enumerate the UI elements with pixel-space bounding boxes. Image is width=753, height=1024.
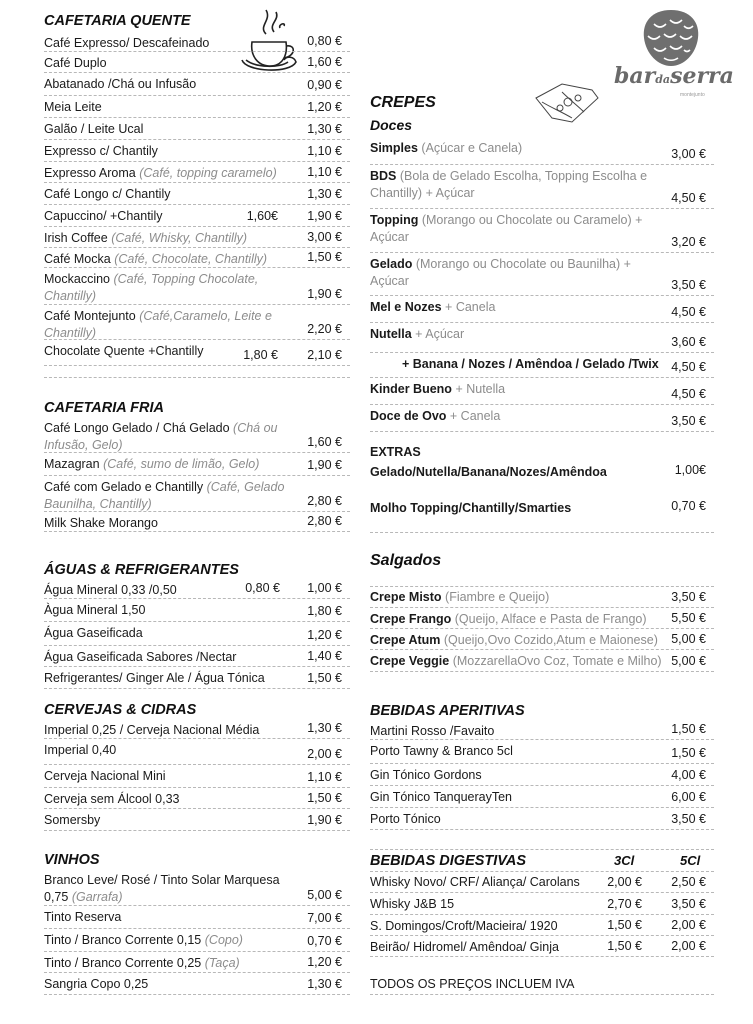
item-price: 1,60 € xyxy=(307,55,342,69)
divider xyxy=(370,993,714,995)
pine-cone-icon xyxy=(640,8,702,68)
item-title: Kinder Bueno xyxy=(370,382,452,396)
item-price: 0,70 € xyxy=(307,934,342,948)
item-title: Porto Tónico xyxy=(370,812,441,826)
item-title: Irish Coffee xyxy=(44,231,108,245)
item-name xyxy=(44,907,294,926)
item-description: (Queijo,Ovo Cozido,Atum e Maionese) xyxy=(443,633,658,647)
item-description: (Açúcar e Canela) xyxy=(421,141,523,155)
section-title-bebidas-digestivas: BEBIDAS DIGESTIVAS xyxy=(370,853,527,869)
menu-item-row xyxy=(44,32,350,52)
item-price: 4,50 € xyxy=(671,191,706,205)
item-title: Àgua Mineral 1,50 xyxy=(44,603,146,617)
item-name xyxy=(370,166,660,202)
item-name xyxy=(370,498,660,517)
menu-item-row xyxy=(370,461,714,480)
item-title: Galão / Leite Ucal xyxy=(44,122,144,136)
item-price: 3,50 € xyxy=(671,278,706,292)
item-name xyxy=(44,477,294,513)
menu-item-row xyxy=(370,650,714,672)
item-price: 1,80 € xyxy=(307,604,342,618)
item-price: 1,20 € xyxy=(307,955,342,969)
item-title: Café Expresso/ Descafeinado xyxy=(44,36,210,50)
item-title: BDS xyxy=(370,169,397,183)
item-price: 2,20 € xyxy=(307,322,342,336)
menu-item-row xyxy=(44,646,350,667)
item-name xyxy=(44,740,294,759)
menu-item-row xyxy=(370,893,714,915)
item-title: Crepe Veggie xyxy=(370,654,450,668)
section-title-salgados: Salgados xyxy=(370,552,442,569)
item-name xyxy=(44,74,294,93)
item-name xyxy=(44,306,294,342)
item-title: Abatanado /Chá ou Infusão xyxy=(44,77,197,91)
item-name xyxy=(44,249,294,268)
menu-item-row xyxy=(370,808,714,830)
item-price: 1,20 € xyxy=(307,628,342,642)
item-title: Água Gaseificada Sabores /Nectar xyxy=(44,650,237,664)
menu-item-row xyxy=(44,719,350,739)
menu-item-row xyxy=(44,268,350,305)
item-price: 3,50 € xyxy=(671,590,706,604)
section-title-bebidas-aperitivas: BEBIDAS APERITIVAS xyxy=(370,703,525,719)
item-name xyxy=(44,269,294,305)
menu-item-row xyxy=(44,476,350,512)
menu-item-row xyxy=(370,871,714,893)
item-description: (Queijo, Alface e Pasta de Frango) xyxy=(454,612,647,626)
item-name xyxy=(44,668,294,687)
item-name xyxy=(44,184,294,203)
item-title: Crepe Misto xyxy=(370,590,442,604)
item-price: 1,30 € xyxy=(307,187,342,201)
item-description: (Chá ou Infusão, Gelo) xyxy=(44,421,278,452)
menu-item-row xyxy=(44,52,350,73)
item-title: Cerveja Nacional Mini xyxy=(44,769,166,783)
item-name xyxy=(44,97,294,116)
item-title: Gin Tónico Gordons xyxy=(370,768,482,782)
item-description: (Café, Gelado Baunilha, Chantilly) xyxy=(44,480,285,511)
item-price: 1,50 € xyxy=(671,722,706,736)
menu-item-row xyxy=(370,378,714,405)
item-title: Simples xyxy=(370,141,418,155)
item-price-alt: 2,00 € xyxy=(607,875,642,889)
item-title: Água Mineral 0,33 /0,50 xyxy=(44,583,177,597)
item-price: 6,00 € xyxy=(671,790,706,804)
item-price: 2,10 € xyxy=(307,348,342,362)
item-description: (Café,Caramelo, Leite e Chantilly) xyxy=(44,309,272,340)
menu-item-row xyxy=(44,952,350,973)
menu-item-row xyxy=(44,622,350,646)
item-description: + Canela xyxy=(449,409,501,423)
item-price-alt: 1,60€ xyxy=(246,209,278,223)
menu-item-row xyxy=(44,305,350,340)
item-price: 3,50 € xyxy=(671,414,706,428)
divider xyxy=(44,376,350,378)
item-price: 7,00 € xyxy=(307,911,342,925)
menu-item-row xyxy=(370,764,714,786)
item-price: 5,00 € xyxy=(307,888,342,902)
column-header-5cl: 5Cl xyxy=(680,853,701,868)
item-price: 1,10 € xyxy=(307,165,342,179)
menu-item-row xyxy=(44,118,350,140)
item-price: 3,00 € xyxy=(671,147,706,161)
item-description: (Taça) xyxy=(204,956,240,970)
item-title: Gelado/Nutella/Banana/Nozes/Amêndoa xyxy=(370,465,607,479)
item-description: (Café, topping caramelo) xyxy=(139,166,277,180)
item-price: 1,30 € xyxy=(307,721,342,735)
item-price: 1,50 € xyxy=(307,671,342,685)
item-name xyxy=(370,651,670,670)
menu-item-row xyxy=(370,629,714,650)
item-description: (Café, Topping Chocolate, Chantilly) xyxy=(44,272,259,303)
subsection-title-doces: Doces xyxy=(370,117,413,133)
item-description: (Bola de Gelado Escolha, Topping Escolha e Chantilly) + Açúcar xyxy=(370,169,648,200)
item-description: (MozzarellaOvo Coz, Tomate e Milho) xyxy=(452,654,662,668)
item-price: 1,10 € xyxy=(307,144,342,158)
menu-item-row xyxy=(44,869,350,906)
item-title: Tinto / Branco Corrente 0,25 xyxy=(44,956,202,970)
item-title: Whisky J&B 15 xyxy=(370,897,455,911)
menu-item-row xyxy=(44,340,350,366)
item-name xyxy=(44,953,294,972)
menu-item-row xyxy=(44,227,350,248)
item-description: (Copo) xyxy=(204,933,243,947)
section-title-cafetaria-quente: CAFETARIA QUENTE xyxy=(44,13,191,29)
menu-item-row xyxy=(370,915,714,936)
item-title: Somersby xyxy=(44,813,101,827)
menu-item-row xyxy=(44,973,350,995)
item-title: Mazagran xyxy=(44,457,100,471)
item-price-alt: 1,80 € xyxy=(243,348,278,362)
item-title: Martini Rosso /Favaito xyxy=(370,724,495,738)
section-title-vinhos: VINHOS xyxy=(44,852,100,868)
menu-item-row xyxy=(370,165,714,209)
item-price-alt: 1,50 € xyxy=(607,918,642,932)
menu-item-row xyxy=(44,739,350,765)
item-name xyxy=(44,228,294,247)
item-price: 3,60 € xyxy=(671,335,706,349)
menu-item-row xyxy=(370,786,714,808)
item-name xyxy=(44,418,294,454)
item-title: Capuccino/ +Chantily xyxy=(44,209,163,223)
menu-item-row xyxy=(370,137,714,165)
item-price: 1,50 € xyxy=(307,250,342,264)
divider xyxy=(370,531,714,533)
menu-item-row xyxy=(44,788,350,809)
logo-tagline: montejunto xyxy=(680,92,705,98)
logo-text-da: da xyxy=(655,73,671,86)
item-title: Beirão/ Hidromel/ Amêndoa/ Ginja xyxy=(370,940,559,954)
item-title: Café Mocka xyxy=(44,252,111,266)
item-price: 2,00 € xyxy=(307,747,342,761)
item-title: Água Gaseificada xyxy=(44,626,143,640)
item-title: Doce de Ovo xyxy=(370,409,447,423)
item-title: Meia Leite xyxy=(44,100,102,114)
item-name xyxy=(370,210,660,246)
item-name xyxy=(44,141,294,160)
item-title: Sangria Copo 0,25 xyxy=(44,977,149,991)
item-title: Mel e Nozes xyxy=(370,300,442,314)
item-title: + Banana / Nozes / Amêndoa / Gelado /Twix xyxy=(402,357,659,371)
item-title: Expresso c/ Chantily xyxy=(44,144,158,158)
item-price-alt: 0,80 € xyxy=(245,581,280,595)
item-name xyxy=(370,630,670,649)
menu-item-row xyxy=(44,579,350,599)
item-title: Café Longo Gelado / Chá Gelado xyxy=(44,421,230,435)
menu-item-row xyxy=(44,765,350,788)
item-name xyxy=(370,354,692,373)
item-description: (Garrafa) xyxy=(71,890,123,904)
item-price: 1,90 € xyxy=(307,813,342,827)
item-price: 4,50 € xyxy=(671,387,706,401)
item-price: 1,60 € xyxy=(307,435,342,449)
item-price: 2,00 € xyxy=(671,918,706,932)
item-price: 2,50 € xyxy=(671,875,706,889)
logo-wordmark xyxy=(614,64,734,92)
menu-item-row xyxy=(370,720,714,740)
item-title: Imperial 0,40 xyxy=(44,743,117,757)
item-title: Tinto / Branco Corrente 0,15 xyxy=(44,933,202,947)
item-description: (Café, Whisky, Chantilly) xyxy=(111,231,248,245)
item-title: Crepe Atum xyxy=(370,633,441,647)
section-title-cafetaria-fria: CAFETARIA FRIA xyxy=(44,400,165,416)
item-name xyxy=(370,787,660,806)
item-title: Crepe Frango xyxy=(370,612,452,626)
item-price: 1,50 € xyxy=(671,746,706,760)
item-price: 0,70 € xyxy=(671,499,706,513)
item-price: 1,50 € xyxy=(307,791,342,805)
item-description: + Nutella xyxy=(455,382,506,396)
item-name xyxy=(44,53,294,72)
logo-text-bar: bar xyxy=(614,63,656,89)
item-title: Gin Tónico TanquerayTen xyxy=(370,790,512,804)
item-name xyxy=(44,789,294,808)
item-price: 1,30 € xyxy=(307,122,342,136)
menu-item-row xyxy=(44,183,350,205)
item-title: Expresso Aroma xyxy=(44,166,136,180)
crepe-illustration-icon xyxy=(532,78,604,126)
menu-item-row xyxy=(370,296,714,323)
item-price: 4,50 € xyxy=(671,305,706,319)
item-title: Café Longo c/ Chantily xyxy=(44,187,171,201)
item-title: Cerveja sem Álcool 0,33 xyxy=(44,792,180,806)
menu-item-row xyxy=(44,140,350,162)
item-title: Imperial 0,25 / Cerveja Nacional Média xyxy=(44,723,260,737)
menu-item-row xyxy=(370,936,714,957)
menu-item-row xyxy=(370,497,714,516)
item-name xyxy=(44,119,294,138)
item-description: (Café, Chocolate, Chantilly) xyxy=(114,252,268,266)
item-name xyxy=(44,600,294,619)
item-price: 3,20 € xyxy=(671,235,706,249)
menu-item-row xyxy=(44,599,350,622)
item-price: 5,00 € xyxy=(671,632,706,646)
item-name xyxy=(44,870,294,906)
item-description: + Açúcar xyxy=(415,327,465,341)
menu-item-row xyxy=(44,248,350,268)
item-price: 3,00 € xyxy=(307,230,342,244)
item-price: 4,50 € xyxy=(671,360,706,374)
item-price: 2,00 € xyxy=(671,939,706,953)
item-title: Chocolate Quente +Chantilly xyxy=(44,344,204,358)
item-price: 5,00 € xyxy=(671,654,706,668)
footer-note: TODOS OS PREÇOS INCLUEM IVA xyxy=(370,977,575,991)
item-price: 1,00 € xyxy=(307,581,342,595)
item-name xyxy=(44,454,294,473)
item-price: 1,90 € xyxy=(307,209,342,223)
item-price: 3,50 € xyxy=(671,812,706,826)
item-name xyxy=(370,741,660,760)
item-description: (Café, sumo de limão, Gelo) xyxy=(103,457,260,471)
item-name xyxy=(370,765,660,784)
item-name xyxy=(370,254,660,290)
item-title: Porto Tawny & Branco 5cl xyxy=(370,744,513,758)
item-title: Tinto Reserva xyxy=(44,910,122,924)
item-name xyxy=(44,623,294,642)
item-title: Whisky Novo/ CRF/ Aliança/ Carolans xyxy=(370,875,580,889)
item-name xyxy=(370,587,670,606)
item-name xyxy=(44,513,294,532)
menu-item-row xyxy=(370,405,714,432)
item-name xyxy=(44,720,294,739)
menu-item-row xyxy=(370,608,714,629)
item-title: Branco Leve/ Rosé / Tinto Solar Marquesa 0,75 xyxy=(44,873,280,904)
item-name xyxy=(44,33,294,52)
item-name xyxy=(44,766,294,785)
menu-item-row xyxy=(44,73,350,96)
item-name xyxy=(44,974,294,993)
item-title: Nutella xyxy=(370,327,412,341)
item-name xyxy=(44,930,294,949)
menu-item-row xyxy=(370,253,714,296)
item-title: Molho Topping/Chantilly/Smarties xyxy=(370,501,572,515)
item-price: 1,40 € xyxy=(307,649,342,663)
menu-item-row xyxy=(44,667,350,689)
item-name xyxy=(370,721,660,740)
item-price: 4,00 € xyxy=(671,768,706,782)
menu-item-row xyxy=(370,209,714,253)
item-title: S. Domingos/Croft/Macieira/ 1920 xyxy=(370,919,558,933)
item-price: 1,00€ xyxy=(674,463,706,477)
menu-item-row xyxy=(44,417,350,453)
menu-item-row xyxy=(370,586,714,608)
item-description: (Morango ou Chocolate ou Baunilha) + Açúcar xyxy=(370,257,631,288)
item-title: Topping xyxy=(370,213,419,227)
item-name xyxy=(370,324,660,343)
item-price: 5,50 € xyxy=(671,611,706,625)
item-name xyxy=(44,647,294,666)
extras-title: EXTRAS xyxy=(370,445,421,459)
item-price: 0,80 € xyxy=(307,34,342,48)
item-price: 2,80 € xyxy=(307,514,342,528)
divider xyxy=(370,848,714,850)
item-description: (Fiambre e Queijo) xyxy=(445,590,550,604)
column-header-3cl: 3Cl xyxy=(614,853,635,868)
item-price: 2,80 € xyxy=(307,494,342,508)
item-title: Mockaccino xyxy=(44,272,110,286)
menu-item-row xyxy=(44,453,350,476)
section-title-aguas: ÁGUAS & REFRIGERANTES xyxy=(44,562,239,578)
menu-item-row xyxy=(44,512,350,532)
item-price: 1,90 € xyxy=(307,287,342,301)
item-price: 1,20 € xyxy=(307,100,342,114)
item-title: Café Montejunto xyxy=(44,309,136,323)
item-name xyxy=(370,609,670,628)
item-price: 3,50 € xyxy=(671,897,706,911)
item-title: Milk Shake Morango xyxy=(44,516,158,530)
menu-item-row xyxy=(44,906,350,929)
item-price: 0,90 € xyxy=(307,78,342,92)
item-name xyxy=(44,810,294,829)
item-title: Café com Gelado e Chantilly xyxy=(44,480,204,494)
item-price: 1,90 € xyxy=(307,458,342,472)
item-name xyxy=(370,406,660,425)
logo-text-serra: serra xyxy=(670,63,734,89)
section-title-crepes: CREPES xyxy=(370,94,436,111)
menu-item-row xyxy=(44,205,350,227)
menu-item-row xyxy=(370,740,714,764)
item-name xyxy=(370,297,660,316)
item-name xyxy=(44,163,294,182)
item-name xyxy=(370,462,660,481)
item-description: (Morango ou Chocolate ou Caramelo) + Açúcar xyxy=(370,213,643,244)
item-title: Café Duplo xyxy=(44,56,107,70)
item-name xyxy=(370,379,660,398)
item-name xyxy=(370,809,660,828)
menu-item-row xyxy=(370,353,714,378)
menu-item-row xyxy=(44,96,350,118)
item-price: 1,30 € xyxy=(307,977,342,991)
item-title: Refrigerantes/ Ginger Ale / Água Tónica xyxy=(44,671,265,685)
menu-item-row xyxy=(44,809,350,831)
item-name xyxy=(370,138,660,157)
menu-item-row xyxy=(44,162,350,183)
item-description: + Canela xyxy=(445,300,496,314)
menu-item-row xyxy=(44,929,350,952)
logo xyxy=(610,6,734,106)
item-title: Gelado xyxy=(370,257,413,271)
item-price: 1,10 € xyxy=(307,770,342,784)
menu-item-row xyxy=(370,323,714,353)
item-price-alt: 2,70 € xyxy=(607,897,642,911)
section-title-cervejas: CERVEJAS & CIDRAS xyxy=(44,702,197,718)
item-price-alt: 1,50 € xyxy=(607,939,642,953)
